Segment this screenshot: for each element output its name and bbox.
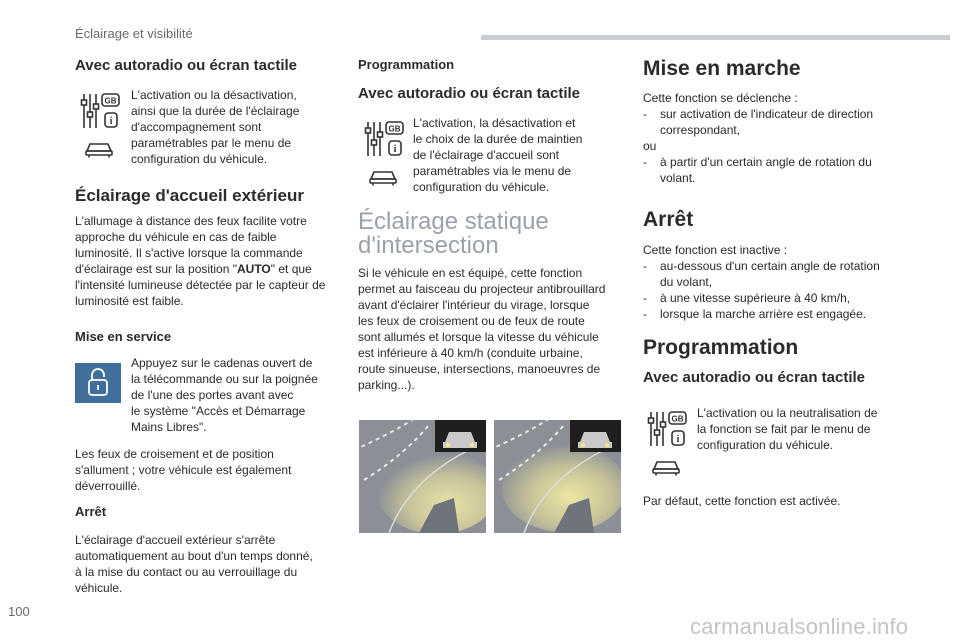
text-mise-en-marche: Cette fonction se déclenche : - sur activation de l'indicateur de direction correspondant, ou - à partir d'un certain angle de rotation du volant. xyxy=(643,91,874,185)
heading-mise-en-service: Mise en service xyxy=(75,329,172,344)
car-icon xyxy=(84,140,114,158)
heading-mise-en-marche: Mise en marche xyxy=(643,57,801,80)
text-autoradio-3: L'activation ou la neutralisation de la fonction se fait par le menu de configuration du véhicule. xyxy=(697,406,878,452)
heading-autoradio-2: Avec autoradio ou écran tactile xyxy=(358,85,581,102)
settings-menu-icon xyxy=(80,92,122,130)
text-arret-1: L'éclairage d'accueil extérieur s'arrête automatiquement au bout d'un temps donné, à la mise du contact ou au verrouillage du véhicule. xyxy=(75,533,313,595)
heading-eclairage-exterieur: Éclairage d'accueil extérieur xyxy=(75,186,304,205)
text-defaut: Par défaut, cette fonction est activée. xyxy=(643,494,841,508)
section-title: Éclairage et visibilité xyxy=(75,26,193,41)
heading-eclairage-statique: Éclairage statique d'intersection xyxy=(358,208,549,259)
cornering-light-illustration-2 xyxy=(494,420,621,533)
heading-arret-2: Arrêt xyxy=(643,208,694,231)
svg-text:GB: GB xyxy=(671,414,684,424)
text-arret-2: Cette fonction est inactive : - au-dessous d'un certain angle de rotation du volant, - à une vitesse supérieure à 40 km/h, - lorsque la marche arrière est engagée. xyxy=(643,243,880,321)
heading-programmation-2: Programmation xyxy=(643,336,799,359)
cornering-light-illustration-1 xyxy=(359,420,486,533)
padlock-open-icon xyxy=(75,363,121,403)
heading-autoradio: Avec autoradio ou écran tactile xyxy=(75,57,298,74)
svg-text:i: i xyxy=(676,434,680,445)
heading-programmation-1: Programmation xyxy=(358,57,455,72)
svg-text:i: i xyxy=(109,116,113,127)
text-eclairage-statique: Si le véhicule en est équipé, cette fonction permet au faisceau du projecteur antibrouillard avant d'éclairer l'intérieur du virage, lorsque les feux de croisement ou de feux de route sont allumés et lorsque la vitesse du véhicule est inférieure à 40 km/h (conduite urbaine, route sinueuse, intersections, manoeuvres de parking...). xyxy=(358,266,606,392)
heading-arret-1: Arrêt xyxy=(75,504,107,519)
watermark: carmanualsonline.info xyxy=(690,614,909,639)
car-icon xyxy=(651,458,681,476)
text-feux: Les feux de croisement et de position s'allument ; votre véhicule est également déverrouillé. xyxy=(75,447,292,493)
page-number: 100 xyxy=(8,604,30,619)
svg-text:GB: GB xyxy=(388,124,401,134)
car-icon xyxy=(368,168,398,186)
text-mise-en-service: Appuyez sur le cadenas ouvert de la télécommande ou sur la poignée de l'une des portes avant avec le système "Accès et Démarrage Mains Libres". xyxy=(131,356,318,434)
header-bar xyxy=(481,35,950,40)
settings-menu-icon xyxy=(364,120,406,158)
svg-text:i: i xyxy=(393,144,397,155)
settings-menu-icon xyxy=(647,410,689,448)
heading-autoradio-3: Avec autoradio ou écran tactile xyxy=(643,369,866,386)
svg-text:GB: GB xyxy=(104,96,117,106)
text-eclairage-exterieur: L'allumage à distance des feux facilite votre approche du véhicule en cas de faible luminosité. Il s'active lorsque la commande d'éclairage est sur la position "AUTO" et que l'intensité lumineuse détectée par le capteur de luminosité est faible. xyxy=(75,214,326,308)
text-autoradio-2: L'activation, la désactivation et le choix de la durée de maintien de l'éclairage d'accueil sont paramétrables via le menu de configuration du véhicule. xyxy=(413,116,583,194)
text-autoradio: L'activation ou la désactivation, ainsi que la durée de l'éclairage d'accompagnement sont paramétrables par le menu de configuration du véhicule. xyxy=(131,88,300,166)
